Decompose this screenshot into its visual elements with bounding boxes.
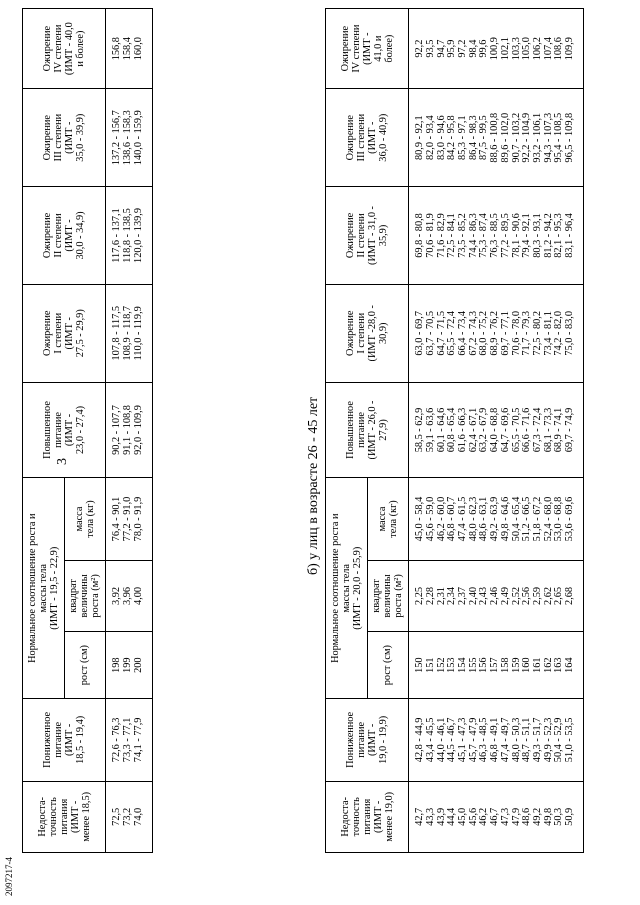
table-cell: 2,25 [409,560,426,631]
table-cell: 99,6 [479,9,490,89]
table-cell: 71,6 - 82,9 [436,187,447,285]
table-cell: 61,6 - 66,3 [458,382,469,478]
table-cell: 43,4 - 45,5 [426,699,437,781]
table-row [426,9,437,853]
table-cell: 46,3 - 48,5 [479,699,490,781]
table-cell: 47,4 - 61,5 [458,478,469,560]
table-cell: 68,9 - 76,2 [490,284,501,382]
table-cell: 69,7 - 74,9 [565,382,584,478]
table-cell: 47,3 [501,781,512,852]
table-cell: 83,1 - 96,4 [565,187,584,285]
table-cell: 59,1 - 63,6 [426,382,437,478]
table-cell: 137,2 - 156,7 [106,89,123,187]
header-height: рост (см) [367,632,409,699]
table-cell: 117,6 - 137,1 [106,187,123,285]
table-cell: 67,2 - 74,3 [468,284,479,382]
table-cell: 102,1 [501,9,512,89]
table-cell: 158 [501,632,512,699]
header-obesity-2: Ожирение II степени (ИМТ - 30,0 - 34,9) [23,187,106,285]
table-cell: 64,0 - 68,8 [490,382,501,478]
table-cell: 63,2 - 67,9 [479,382,490,478]
table-cell: 3,92 [106,560,123,631]
table-cell: 72,5 [106,781,123,852]
table-cell: 58,5 - 62,9 [409,382,426,478]
table-row [106,9,123,853]
table-cell: 50,3 [554,781,565,852]
table-a-body [106,9,153,853]
table-cell: 2,46 [490,560,501,631]
table-cell: 199 [123,632,134,699]
table-row [565,9,584,853]
table-cell: 93,5 [426,9,437,89]
table-cell: 45,0 [458,781,469,852]
table-cell: 2,68 [565,560,584,631]
header-obesity-1: Ожирение I степени (ИМТ - 27,5 - 29,9) [23,284,106,382]
table-cell: 62,4 - 67,1 [468,382,479,478]
table-cell: 73,4 - 81,1 [543,284,554,382]
table-cell: 161 [533,632,544,699]
table-cell: 152 [436,632,447,699]
table-cell: 108,6 [554,9,565,89]
header-weight: масса тела (кг) [367,478,409,560]
table-cell: 93,2 - 106,1 [533,89,544,187]
table-cell: 51,2 - 66,5 [522,478,533,560]
header-increased: Повышенное питание (ИМТ - 23,0 - 27,4) [23,382,106,478]
table-cell: 86,4 - 98,3 [468,89,479,187]
table-cell: 160,0 [133,9,152,89]
table-cell: 72,5 - 80,2 [533,284,544,382]
header-increased: Повышенное питание (ИМТ - 26,0 - 27,9) [326,382,409,478]
table-cell: 82,1 - 95,3 [554,187,565,285]
table-cell: 42,7 [409,781,426,852]
table-cell: 43,9 [436,781,447,852]
table-cell: 51,8 - 67,2 [533,478,544,560]
table-row [501,9,512,853]
table-cell: 2,43 [479,560,490,631]
table-cell: 46,2 [479,781,490,852]
table-cell: 76,3 - 88,5 [490,187,501,285]
table-cell: 50,4 - 65,4 [511,478,522,560]
header-height: рост (см) [64,632,106,699]
table-cell: 2,65 [554,560,565,631]
table-cell: 150 [409,632,426,699]
table-row [458,9,469,853]
table-cell: 60,8 - 65,4 [447,382,458,478]
table-cell: 84,2 - 95,8 [447,89,458,187]
table-cell: 78,1 - 90,6 [511,187,522,285]
table-b-header-row-1 [326,9,368,853]
table-cell: 163 [554,632,565,699]
table-row [123,9,134,853]
table-cell: 49,2 - 63,9 [490,478,501,560]
header-obesity-3: Ожирение III степени (ИМТ - 36,0 - 40,9) [326,89,409,187]
table-cell: 65,5 - 70,5 [511,382,522,478]
table-cell: 63,0 - 69,7 [409,284,426,382]
table-cell: 48,0 - 62,3 [468,478,479,560]
table-cell: 46,7 [490,781,501,852]
table-row [133,9,152,853]
table-cell: 88,6 - 100,8 [490,89,501,187]
table-cell: 89,6 - 102,0 [501,89,512,187]
table-cell: 156 [479,632,490,699]
table-cell: 47,9 [511,781,522,852]
table-cell: 110,0 - 119,9 [133,284,152,382]
table-cell: 49,2 [533,781,544,852]
table-cell: 106,2 [533,9,544,89]
header-height-squared: квадрат величины роста (м²) [64,560,106,631]
table-cell: 68,9 - 74,1 [554,382,565,478]
table-cell: 153 [447,632,458,699]
table-cell: 140,0 - 159,9 [133,89,152,187]
table-cell: 105,0 [522,9,533,89]
table-cell: 44,0 - 46,1 [436,699,447,781]
table-cell: 45,6 [468,781,479,852]
table-cell: 92,0 - 109,9 [133,382,152,478]
header-underweight: Недоста- точность питания (ИМТ - менее 19,0) [326,781,409,852]
table-cell: 96,5 - 109,8 [565,89,584,187]
table-cell: 66,4 - 73,4 [458,284,469,382]
table-cell: 53,0 - 68,8 [554,478,565,560]
table-cell: 79,4 - 92,1 [522,187,533,285]
table-cell: 45,1 - 47,3 [458,699,469,781]
table-cell: 74,0 [133,781,152,852]
table-cell: 73,2 [123,781,134,852]
table-cell: 68,1 - 73,3 [543,382,554,478]
table-cell: 107,4 [543,9,554,89]
table-cell: 78,0 - 91,9 [133,478,152,560]
table-cell: 48,7 - 51,1 [522,699,533,781]
table-cell: 87,5 - 99,5 [479,89,490,187]
table-cell: 68,0 - 75,2 [479,284,490,382]
table-cell: 49,8 - 64,6 [501,478,512,560]
table-cell: 200 [133,632,152,699]
table-cell: 77,2 - 91,0 [123,478,134,560]
table-cell: 74,1 - 77,9 [133,699,152,781]
document-code: 2097217-4 [4,857,14,896]
table-cell: 73,5 - 85,2 [458,187,469,285]
header-reduced: Пониженное питание (ИМТ - 19,0 - 19,9) [326,699,409,781]
table-cell: 42,8 - 44,9 [409,699,426,781]
table-cell: 46,8 - 60,7 [447,478,458,560]
table-cell: 74,2 - 82,0 [554,284,565,382]
table-cell: 48,6 [522,781,533,852]
table-cell: 53,6 - 69,6 [565,478,584,560]
table-cell: 2,56 [522,560,533,631]
table-cell: 2,40 [468,560,479,631]
table-cell: 103,3 [511,9,522,89]
table-cell: 94,3 - 107,3 [543,89,554,187]
table-cell: 73,3 - 77,1 [123,699,134,781]
table-row [490,9,501,853]
table-cell: 48,0 - 50,3 [511,699,522,781]
table-cell: 72,5 - 84,1 [447,187,458,285]
table-cell: 155 [468,632,479,699]
header-obesity-1: Ожирение I степени (ИМТ -28,0 - 30,9) [326,284,409,382]
table-cell: 70,6 - 81,9 [426,187,437,285]
table-cell: 85,3 - 97,1 [458,89,469,187]
table-cell: 52,4 - 68,0 [543,478,554,560]
table-cell: 108,9 - 118,7 [123,284,134,382]
table-cell: 64,7 - 69,6 [501,382,512,478]
table-cell: 156,8 [106,9,123,89]
header-obesity-3: Ожирение III степени (ИМТ - 35,0 - 39,9) [23,89,106,187]
table-cell: 100,9 [490,9,501,89]
header-normal-group: Нормальное соотношение роста и массы тела (ИМТ - 20,0 - 25,9) [326,478,368,699]
header-obesity-2: Ожирение II степени (ИМТ - 31,0 - 35,9) [326,187,409,285]
table-cell: 45,0 - 58,4 [409,478,426,560]
table-cell: 120,0 - 139,9 [133,187,152,285]
table-row [522,9,533,853]
table-cell: 75,0 - 83,0 [565,284,584,382]
table-cell: 77,2 - 89,5 [501,187,512,285]
table-cell: 51,0 - 53,5 [565,699,584,781]
table-cell: 118,8 - 138,5 [123,187,134,285]
header-obesity-4: Ожирение IV степени (ИМТ - 41,0 и более) [326,9,409,89]
table-b-body [409,9,584,853]
table-cell: 74,4 - 86,3 [468,187,479,285]
table-cell: 67,3 - 72,4 [533,382,544,478]
header-underweight: Недоста- точность питания (ИМТ - менее 18,5) [23,781,106,852]
table-cell: 70,6 - 78,0 [511,284,522,382]
table-cell: 2,34 [447,560,458,631]
table-cell: 46,8 - 49,1 [490,699,501,781]
table-cell: 44,5 - 46,7 [447,699,458,781]
table-cell: 154 [458,632,469,699]
table-cell: 50,9 [565,781,584,852]
table-cell: 160 [522,632,533,699]
header-height-squared: квадрат величины роста (м²) [367,560,409,631]
table-cell: 2,52 [511,560,522,631]
table-cell: 158,4 [123,9,134,89]
table-cell: 162 [543,632,554,699]
table-cell: 95,4 - 108,5 [554,89,565,187]
table-cell: 94,7 [436,9,447,89]
table-cell: 81,2 - 94,2 [543,187,554,285]
table-cell: 157 [490,632,501,699]
table-cell: 2,31 [436,560,447,631]
table-cell: 91,1 - 108,8 [123,382,134,478]
table-cell: 60,1 - 64,6 [436,382,447,478]
table-cell: 97,2 [458,9,469,89]
table-cell: 98,4 [468,9,479,89]
table-cell: 109,9 [565,9,584,89]
table-cell: 69,8 - 80,8 [409,187,426,285]
table-cell: 83,0 - 94,6 [436,89,447,187]
table-cell: 64,7 - 71,5 [436,284,447,382]
table-cell: 159 [511,632,522,699]
table-cell: 198 [106,632,123,699]
table-cell: 2,62 [543,560,554,631]
table-cell: 95,9 [447,9,458,89]
section-b-caption: б) у лиц в возрасте 26 - 45 лет [306,396,321,575]
header-normal-group: Нормальное соотношение роста и массы тела (ИМТ - 19,5 - 22,9) [23,478,65,699]
bmi-table-b [325,8,584,853]
table-cell: 45,7 - 47,9 [468,699,479,781]
table-cell: 2,28 [426,560,437,631]
table-cell: 3,96 [123,560,134,631]
header-weight: масса тела (кг) [64,478,106,560]
table-cell: 80,3 - 93,1 [533,187,544,285]
table-cell: 66,6 - 71,6 [522,382,533,478]
table-cell: 46,2 - 60,0 [436,478,447,560]
table-cell: 71,7 - 79,3 [522,284,533,382]
table-cell: 48,6 - 63,1 [479,478,490,560]
table-cell: 138,6 - 158,3 [123,89,134,187]
table-cell: 90,2 - 107,7 [106,382,123,478]
table-cell: 49,3 - 51,7 [533,699,544,781]
table-cell: 75,3 - 87,4 [479,187,490,285]
header-obesity-4: Ожирение IV степени (ИМТ - 40,0 и более) [23,9,106,89]
table-cell: 2,37 [458,560,469,631]
table-cell: 45,6 - 59,0 [426,478,437,560]
table-cell: 47,4 - 49,7 [501,699,512,781]
table-cell: 72,6 - 76,3 [106,699,123,781]
table-cell: 2,49 [501,560,512,631]
table-cell: 151 [426,632,437,699]
table-a-header-row-1 [23,9,65,853]
table-cell: 164 [565,632,584,699]
table-cell: 107,8 - 117,5 [106,284,123,382]
table-cell: 4,00 [133,560,152,631]
table-cell: 63,7 - 70,5 [426,284,437,382]
table-cell: 44,4 [447,781,458,852]
table-cell: 90,7 - 103,2 [511,89,522,187]
header-reduced: Пониженное питание (ИМТ - 18,5 - 19,4) [23,699,106,781]
table-cell: 50,4 - 52,9 [554,699,565,781]
table-row [409,9,426,853]
table-cell: 82,0 - 93,4 [426,89,437,187]
table-cell: 49,8 [543,781,554,852]
bmi-table-a [22,8,153,853]
table-cell: 92,2 - 104,9 [522,89,533,187]
table-cell: 65,5 - 72,4 [447,284,458,382]
table-cell: 80,9 - 92,1 [409,89,426,187]
table-cell: 43,3 [426,781,437,852]
table-cell: 76,4 - 90,1 [106,478,123,560]
table-cell: 49,9 - 52,3 [543,699,554,781]
table-cell: 2,59 [533,560,544,631]
table-cell: 92,2 [409,9,426,89]
table-row [533,9,544,853]
table-cell: 69,7 - 77,1 [501,284,512,382]
page-number: 3 [55,458,70,465]
